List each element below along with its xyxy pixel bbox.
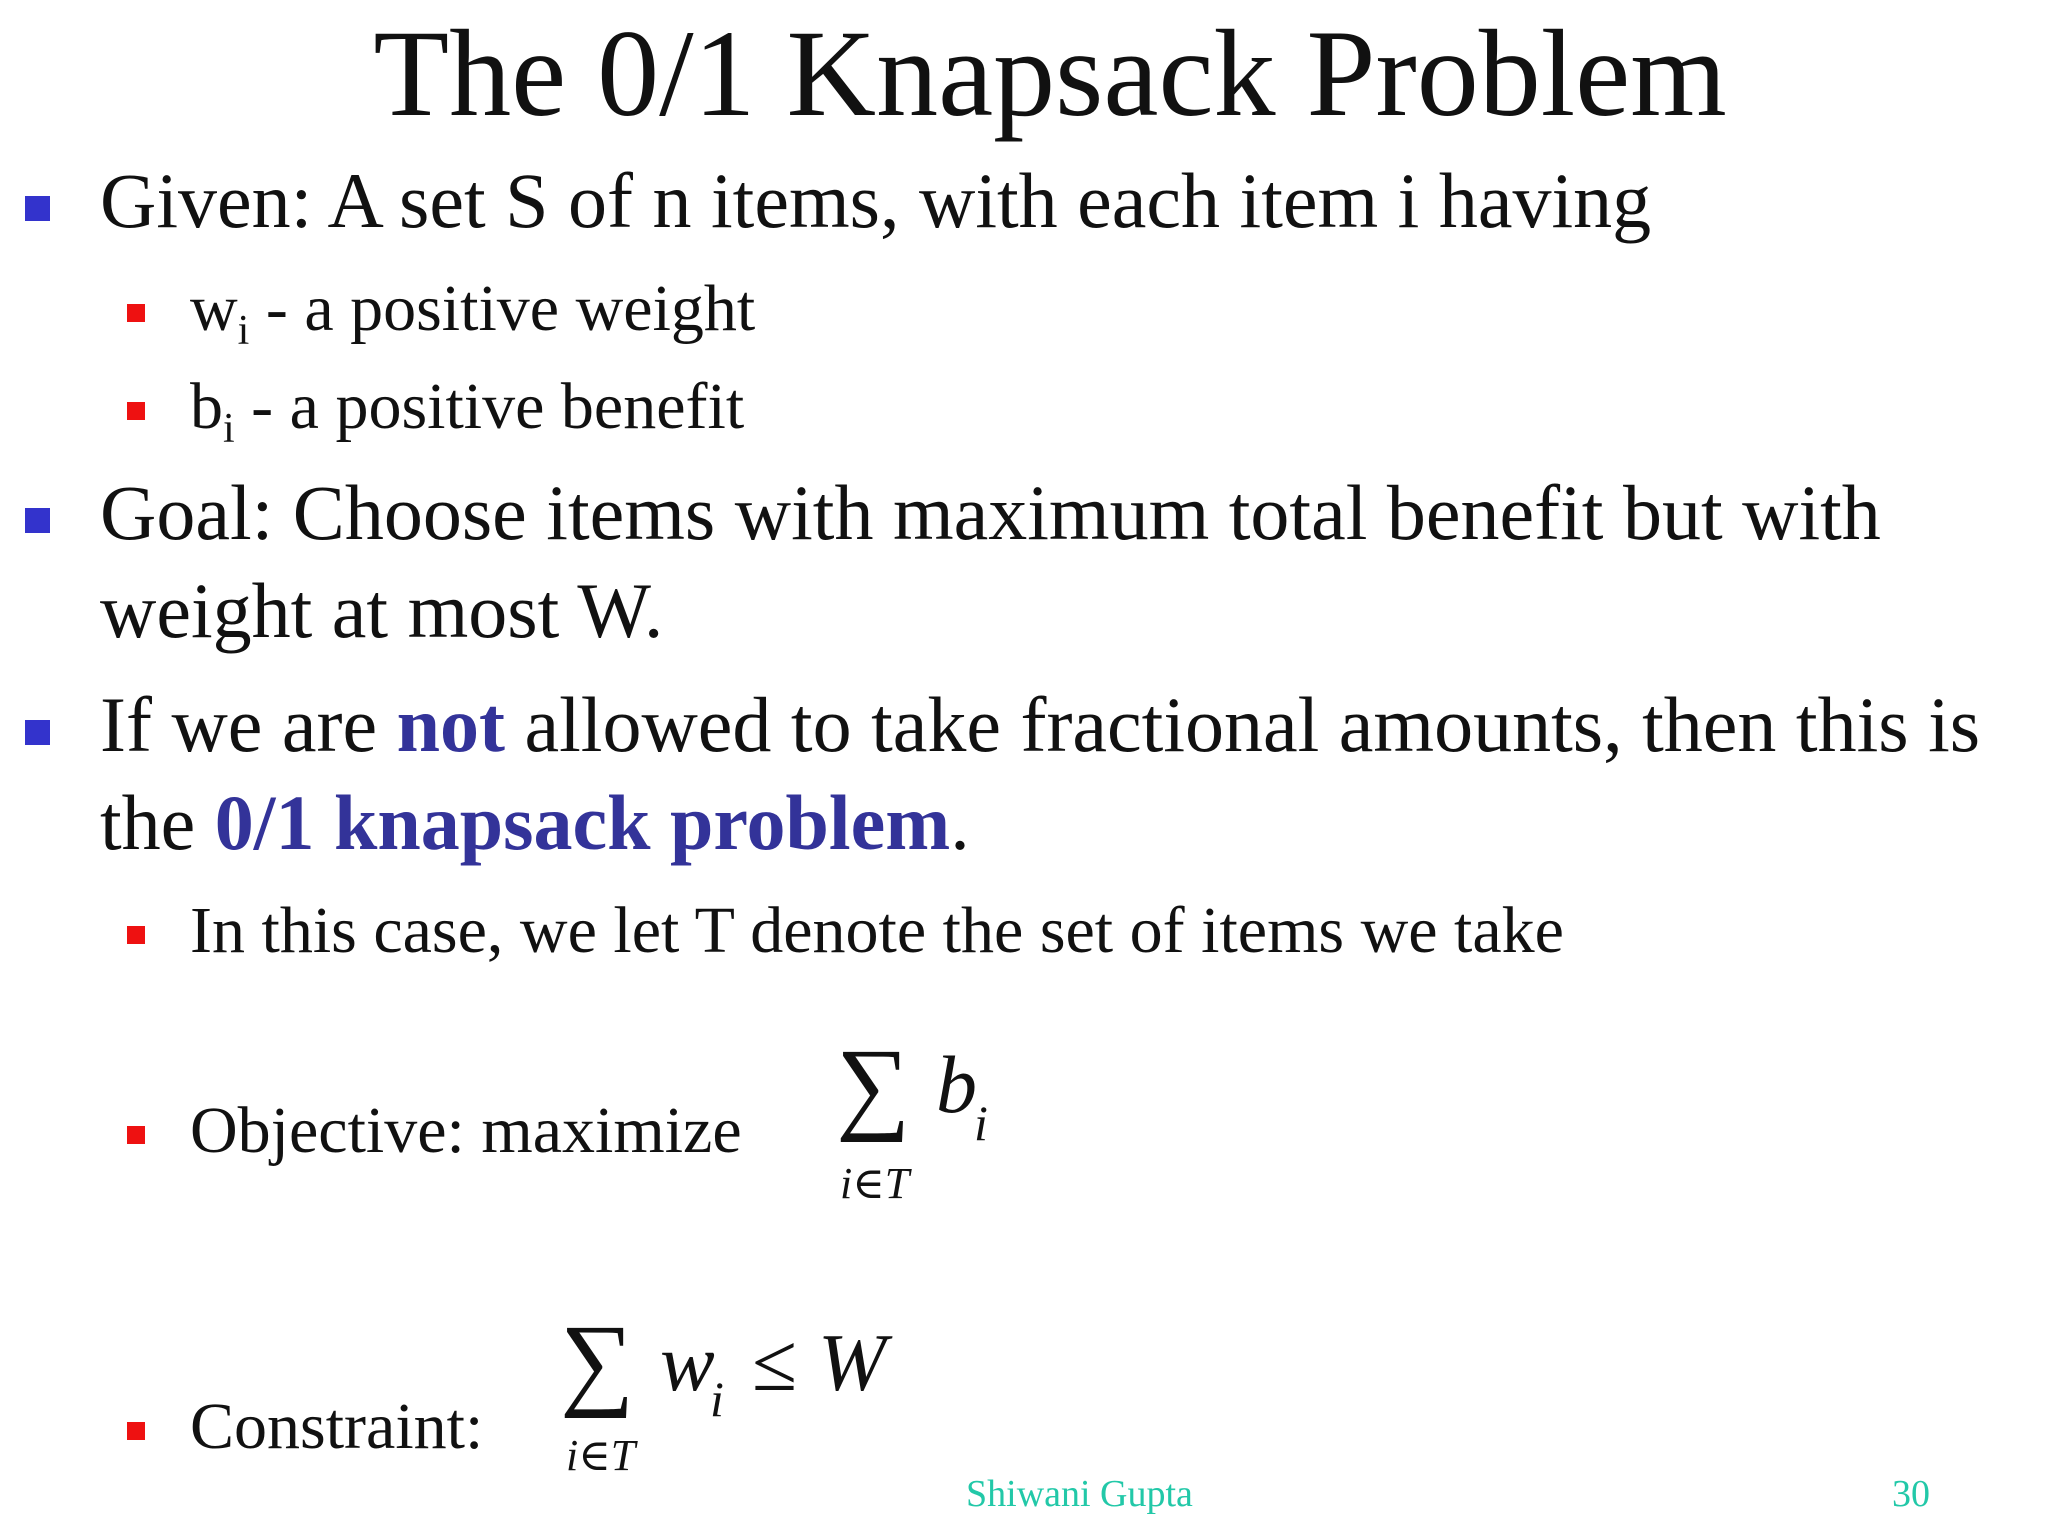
fractional-line-1 (100, 676, 1980, 774)
benefit-desc: - a positive benefit (234, 370, 745, 443)
secondary-bullet-icon (127, 926, 145, 944)
benefit-var: b (190, 370, 223, 443)
constraint-sigma: ∑ (560, 1304, 635, 1419)
secondary-bullet-icon (127, 304, 145, 322)
benefit-item (190, 364, 744, 450)
footer-author: Shiwani Gupta (966, 1473, 1193, 1515)
fractional-part4: . (950, 779, 970, 866)
constraint-under: i∈T (566, 1431, 636, 1480)
case-text: In this case, we let T denote the set of items we take (190, 894, 1564, 967)
slide-title: The 0/1 Knapsack Problem (373, 5, 1727, 142)
secondary-bullet-icon (127, 402, 145, 420)
primary-bullet-icon (25, 720, 50, 745)
weight-desc: - a positive weight (249, 272, 756, 345)
objective-sub: i (974, 1095, 988, 1151)
constraint-label: Constraint: (190, 1390, 484, 1463)
page-number: 30 (1892, 1473, 1930, 1515)
secondary-bullet-icon (127, 1422, 145, 1440)
primary-bullet-icon (25, 508, 50, 533)
given-text: Given: A set S of n items, with each item i having (100, 157, 1652, 244)
fractional-part1: If we are (100, 681, 397, 768)
objective-under: i∈T (840, 1159, 910, 1208)
fractional-part2: allowed to take fractional amounts, then this is (504, 681, 1981, 768)
fractional-part3: the (100, 779, 215, 866)
primary-bullet-icon (25, 196, 50, 221)
constraint-bound: W (818, 1317, 887, 1408)
objective-sigma: ∑ (836, 1028, 911, 1143)
goal-line-2: weight at most W. (100, 567, 664, 654)
objective-label: Objective: maximize (190, 1094, 742, 1167)
highlight-not: not (396, 681, 505, 768)
constraint-var: w (660, 1317, 715, 1408)
fractional-line-2 (100, 774, 970, 872)
benefit-sub: i (223, 406, 235, 452)
weight-var: w (190, 272, 238, 345)
objective-var: b (936, 1039, 977, 1130)
secondary-bullet-icon (127, 1126, 145, 1144)
weight-item (190, 266, 755, 352)
constraint-sub: i (710, 1371, 724, 1427)
constraint-relation: ≤ (752, 1317, 798, 1408)
weight-sub: i (237, 308, 250, 354)
highlight-problem-name: 0/1 knapsack problem (214, 779, 951, 866)
goal-line-1: Goal: Choose items with maximum total benefit but with (100, 469, 1881, 556)
